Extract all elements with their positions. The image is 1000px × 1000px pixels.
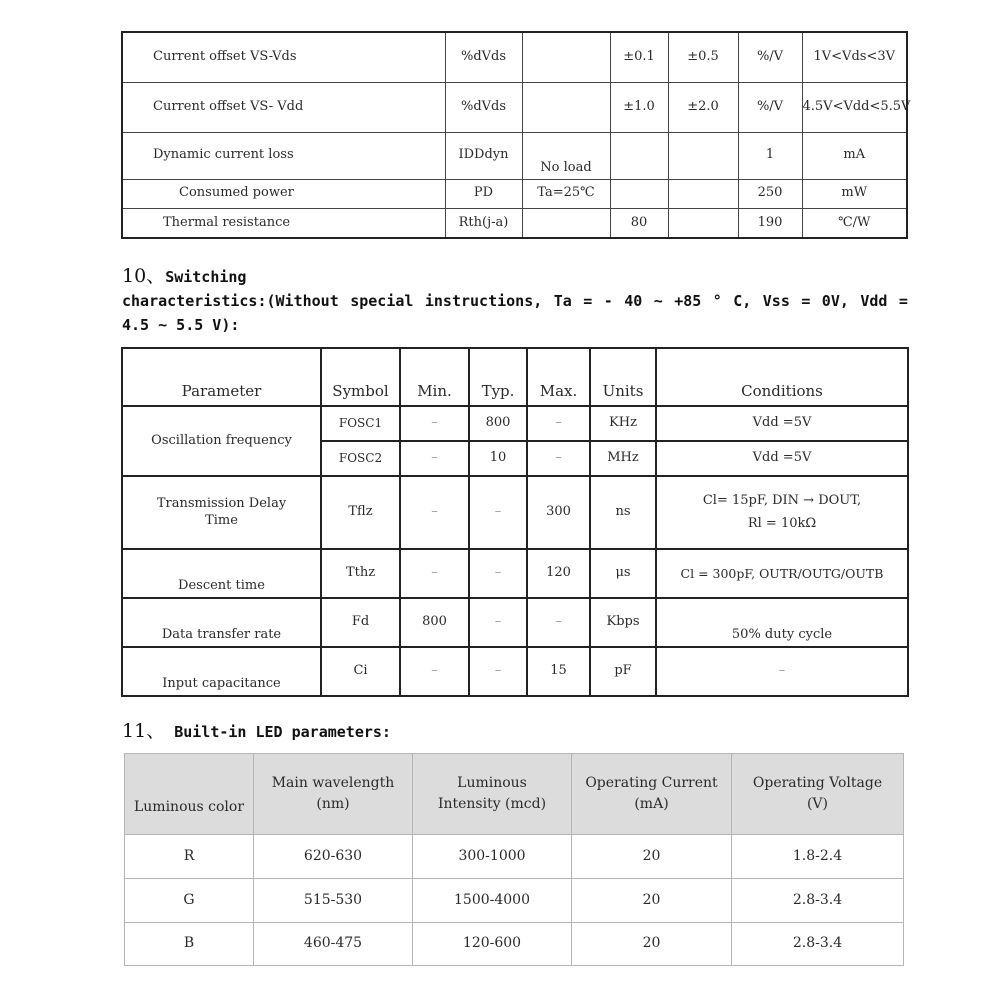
parameter-cell: Data transfer rate bbox=[122, 598, 321, 647]
word: +85 bbox=[674, 292, 702, 310]
symbol-cell: PD bbox=[445, 179, 522, 208]
section-conditions-line bbox=[122, 289, 908, 313]
word: = bbox=[801, 292, 811, 310]
min-cell: 800 bbox=[400, 598, 469, 647]
symbol-cell: %dVds bbox=[445, 82, 522, 132]
word: ~ bbox=[653, 292, 663, 310]
section-number: 11、 bbox=[122, 720, 166, 742]
max-cell: 15 bbox=[527, 647, 590, 696]
word: Vss bbox=[762, 292, 790, 310]
typ-cell: – bbox=[469, 647, 527, 696]
word: C, bbox=[733, 292, 752, 310]
symbol-cell: FOSC2 bbox=[321, 441, 400, 476]
header-intensity bbox=[413, 754, 572, 835]
table-row bbox=[122, 132, 907, 179]
typ-cell: 800 bbox=[469, 406, 527, 441]
condition-line: Cl= 15pF, DIN → DOUT, bbox=[702, 493, 862, 509]
section-title: Switching bbox=[165, 268, 247, 286]
parameter-cell: Oscillation frequency bbox=[122, 406, 321, 476]
symbol-cell: Tthz bbox=[321, 549, 400, 598]
test-condition-cell bbox=[522, 32, 610, 82]
word: - bbox=[603, 292, 613, 310]
header-line: (nm) bbox=[316, 795, 350, 812]
table-row bbox=[122, 476, 908, 549]
table-row bbox=[125, 835, 904, 879]
units-cell: ns bbox=[590, 476, 656, 549]
header-line: (mA) bbox=[634, 795, 669, 812]
min-cell: – bbox=[400, 647, 469, 696]
intensity-cell: 1500-4000 bbox=[413, 879, 572, 923]
header-line: Intensity (mcd) bbox=[437, 795, 547, 812]
min-cell bbox=[610, 132, 668, 179]
parameter-cell: Consumed power bbox=[122, 179, 445, 208]
table-row bbox=[122, 598, 908, 647]
table-header-row bbox=[125, 754, 904, 835]
header-typ: Typ. bbox=[469, 348, 527, 406]
units-cell: KHz bbox=[590, 406, 656, 441]
condition-line: Rl = 10kΩ bbox=[747, 515, 817, 531]
header-line: Luminous bbox=[457, 775, 527, 791]
header-max: Max. bbox=[527, 348, 590, 406]
word: 40 bbox=[624, 292, 643, 310]
conditions-cell: Vdd =5V bbox=[656, 406, 908, 441]
color-cell: R bbox=[125, 835, 254, 879]
conditions-cell: Cl = 300pF, OUTR/OUTG/OUTB bbox=[656, 549, 908, 598]
voltage-cell: 2.8-3.4 bbox=[732, 879, 904, 923]
header-line: Main wavelength bbox=[271, 775, 395, 791]
header-wavelength bbox=[254, 754, 413, 835]
typ-cell: ±2.0 bbox=[668, 82, 738, 132]
table-row bbox=[122, 647, 908, 696]
test-condition-cell: Ta=25℃ bbox=[522, 179, 610, 208]
condition-cell: ℃/W bbox=[802, 208, 907, 238]
table-row bbox=[122, 179, 907, 208]
word: = bbox=[583, 292, 593, 310]
header-parameter: Parameter bbox=[122, 348, 321, 406]
max-cell: 120 bbox=[527, 549, 590, 598]
voltage-cell: 2.8-3.4 bbox=[732, 923, 904, 966]
min-cell: ±0.1 bbox=[610, 32, 668, 82]
table-row bbox=[122, 32, 907, 82]
symbol-cell: Tflz bbox=[321, 476, 400, 549]
test-condition-cell bbox=[522, 208, 610, 238]
led-parameters-table bbox=[124, 753, 904, 966]
header-luminous-color: Luminous color bbox=[125, 754, 254, 835]
intensity-cell: 120-600 bbox=[413, 923, 572, 966]
parameter-cell: Dynamic current loss bbox=[122, 132, 445, 179]
max-cell: – bbox=[527, 598, 590, 647]
intensity-cell: 300-1000 bbox=[413, 835, 572, 879]
table-row bbox=[122, 82, 907, 132]
max-cell: – bbox=[527, 441, 590, 476]
word: Ta bbox=[553, 292, 572, 310]
voltage-cell: 1.8-2.4 bbox=[732, 835, 904, 879]
unit-cell: 250 bbox=[738, 179, 802, 208]
color-cell: G bbox=[125, 879, 254, 923]
typ-cell: – bbox=[469, 549, 527, 598]
symbol-cell: Ci bbox=[321, 647, 400, 696]
word: instructions, bbox=[424, 292, 543, 310]
test-condition-cell: No load bbox=[522, 132, 610, 179]
current-cell: 20 bbox=[572, 923, 732, 966]
unit-cell: %/V bbox=[738, 32, 802, 82]
word: 0V, bbox=[821, 292, 849, 310]
header-line: Operating Current bbox=[585, 775, 718, 791]
test-condition-cell bbox=[522, 82, 610, 132]
table-row bbox=[122, 549, 908, 598]
typ-cell bbox=[668, 132, 738, 179]
min-cell: – bbox=[400, 441, 469, 476]
unit-cell: 190 bbox=[738, 208, 802, 238]
max-cell: 300 bbox=[527, 476, 590, 549]
units-cell: μs bbox=[590, 549, 656, 598]
units-cell: pF bbox=[590, 647, 656, 696]
unit-cell: %/V bbox=[738, 82, 802, 132]
conditions-cell: – bbox=[656, 647, 908, 696]
header-conditions: Conditions bbox=[656, 348, 908, 406]
table-row bbox=[122, 208, 907, 238]
min-cell: ±1.0 bbox=[610, 82, 668, 132]
symbol-cell: FOSC1 bbox=[321, 406, 400, 441]
parameter-cell: Current offset VS- Vdd bbox=[122, 82, 445, 132]
parameter-cell: Descent time bbox=[122, 549, 321, 598]
unit-cell: 1 bbox=[738, 132, 802, 179]
section-title: Built-in LED parameters: bbox=[174, 723, 391, 741]
condition-cell: mW bbox=[802, 179, 907, 208]
table-header-row bbox=[122, 348, 908, 406]
current-cell: 20 bbox=[572, 879, 732, 923]
header-min: Min. bbox=[400, 348, 469, 406]
wavelength-cell: 460-475 bbox=[254, 923, 413, 966]
typ-cell: – bbox=[469, 598, 527, 647]
min-cell: 80 bbox=[610, 208, 668, 238]
parameter-cell: Input capacitance bbox=[122, 647, 321, 696]
table-row bbox=[125, 923, 904, 966]
header-current bbox=[572, 754, 732, 835]
min-cell bbox=[610, 179, 668, 208]
min-cell: – bbox=[400, 549, 469, 598]
typ-cell: ±0.5 bbox=[668, 32, 738, 82]
min-cell: – bbox=[400, 476, 469, 549]
wavelength-cell: 515-530 bbox=[254, 879, 413, 923]
symbol-cell: Rth(j-a) bbox=[445, 208, 522, 238]
parameter-cell: Transmission Delay Time bbox=[122, 476, 321, 549]
word: Vdd bbox=[860, 292, 888, 310]
section-10-heading bbox=[122, 264, 908, 337]
word: special bbox=[350, 292, 414, 310]
units-cell: MHz bbox=[590, 441, 656, 476]
header-line: Operating Voltage bbox=[752, 775, 883, 791]
symbol-cell: %dVds bbox=[445, 32, 522, 82]
header-voltage bbox=[732, 754, 904, 835]
section-11-heading bbox=[122, 718, 391, 745]
typ-cell bbox=[668, 208, 738, 238]
switching-characteristics-table bbox=[121, 347, 909, 697]
condition-cell: mA bbox=[802, 132, 907, 179]
units-cell: Kbps bbox=[590, 598, 656, 647]
conditions-cell bbox=[656, 476, 908, 549]
word: characteristics:(Without bbox=[122, 292, 339, 310]
header-units: Units bbox=[590, 348, 656, 406]
typ-cell bbox=[668, 179, 738, 208]
section-conditions-line-end: 4.5 ~ 5.5 V): bbox=[122, 316, 240, 334]
parameter-cell: Current offset VS-Vds bbox=[122, 32, 445, 82]
table-row bbox=[125, 879, 904, 923]
typ-cell: – bbox=[469, 476, 527, 549]
color-cell: B bbox=[125, 923, 254, 966]
header-line: (V) bbox=[806, 795, 829, 812]
table-row bbox=[122, 406, 908, 441]
max-cell: – bbox=[527, 406, 590, 441]
electrical-characteristics-table bbox=[121, 31, 911, 239]
word: ° bbox=[712, 292, 722, 310]
conditions-cell: Vdd =5V bbox=[656, 441, 908, 476]
symbol-cell: IDDdyn bbox=[445, 132, 522, 179]
parameter-cell: Thermal resistance bbox=[122, 208, 445, 238]
wavelength-cell: 620-630 bbox=[254, 835, 413, 879]
header-symbol: Symbol bbox=[321, 348, 400, 406]
condition-cell: 4.5V<Vdd<5.5V bbox=[802, 82, 907, 132]
word: = bbox=[898, 292, 908, 310]
section-number: 10、 bbox=[122, 265, 166, 287]
condition-cell: 1V<Vds<3V bbox=[802, 32, 907, 82]
symbol-cell: Fd bbox=[321, 598, 400, 647]
min-cell: – bbox=[400, 406, 469, 441]
current-cell: 20 bbox=[572, 835, 732, 879]
typ-cell: 10 bbox=[469, 441, 527, 476]
conditions-cell: 50% duty cycle bbox=[656, 598, 908, 647]
